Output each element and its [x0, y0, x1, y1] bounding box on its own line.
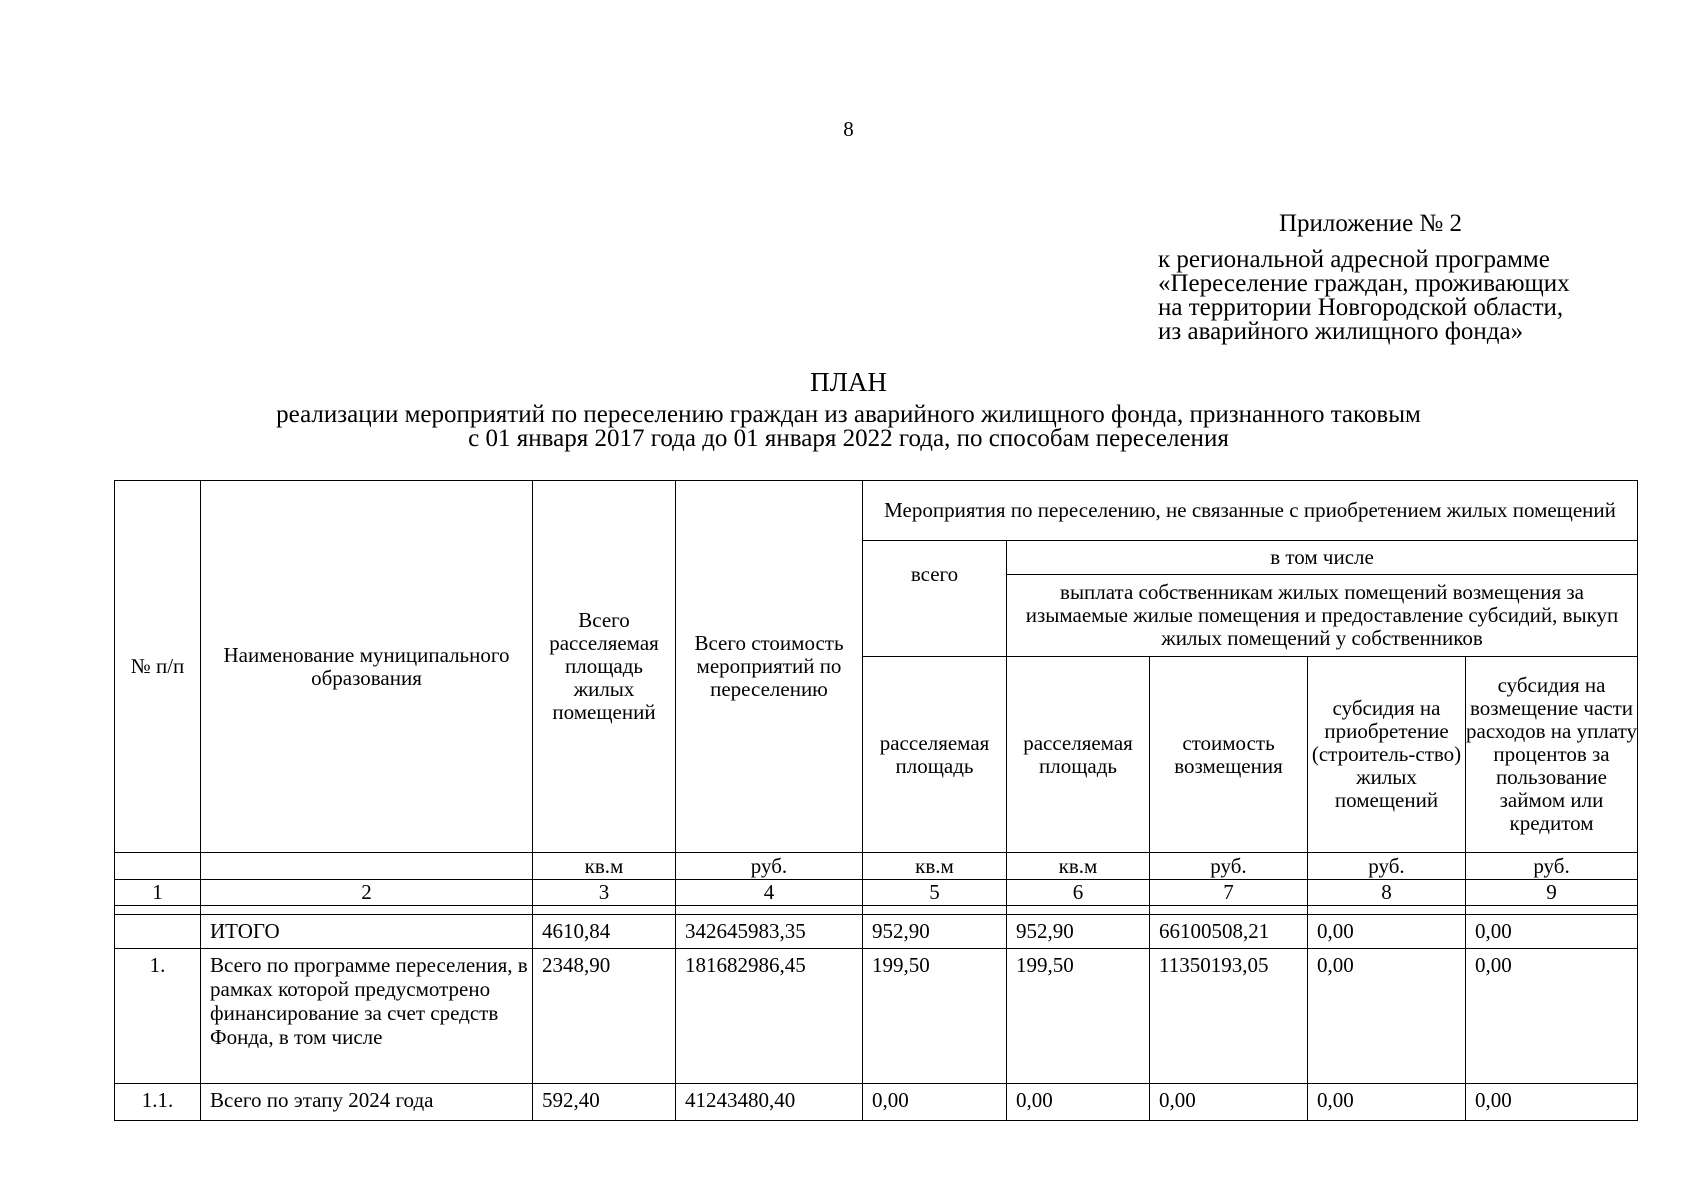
appendix-line: на территории Новгородской области,: [1158, 294, 1564, 321]
header-cost-total: Всего стоимость мероприятий по переселению: [676, 481, 863, 853]
unit-cell: руб.: [676, 853, 863, 880]
row-value: 11350193,05: [1150, 949, 1308, 1084]
header-compensation-cost: стоимость возмещения: [1150, 657, 1308, 853]
table-row: [115, 915, 1638, 949]
row-value: 4610,84: [533, 915, 676, 949]
header-including: в том числе: [1007, 541, 1638, 575]
row-num: [115, 915, 201, 949]
table-row: [115, 949, 1638, 1084]
row-value: 2348,90: [533, 949, 676, 1084]
plan-subtitle-line: с 01 января 2017 года до 01 января 2022 года, по способам переселения: [468, 425, 1229, 452]
column-number: 2: [201, 880, 533, 906]
row-value: 0,00: [1150, 1084, 1308, 1121]
appendix-line: «Переселение граждан, проживающих: [1158, 270, 1570, 297]
header-all: всего: [863, 541, 1007, 657]
column-number: 1: [115, 880, 201, 906]
unit-cell-empty: [115, 853, 201, 880]
header-payment: выплата собственникам жилых помещений возмещения за изымаемые жилые помещения и предоставление субсидий, выкуп жилых помещений у собственников: [1007, 575, 1638, 657]
row-value: 0,00: [1466, 1084, 1638, 1121]
appendix-line: к региональной адресной программе: [1158, 246, 1550, 273]
header-num: № п/п: [115, 481, 201, 853]
row-value: 41243480,40: [676, 1084, 863, 1121]
table-gap: [115, 906, 1638, 915]
row-value: 199,50: [863, 949, 1007, 1084]
unit-cell: руб.: [1308, 853, 1466, 880]
header-area-resettled: расселяемая площадь: [1007, 657, 1150, 853]
row-value: 0,00: [1308, 915, 1466, 949]
unit-cell: кв.м: [863, 853, 1007, 880]
header-group: Мероприятия по переселению, не связанные с приобретением жилых помещений: [863, 481, 1638, 541]
column-number: 9: [1466, 880, 1638, 906]
header-area-total: Всего расселяемая площадь жилых помещений: [533, 481, 676, 853]
table-row: [115, 1084, 1638, 1121]
unit-cell: руб.: [1466, 853, 1638, 880]
unit-cell: руб.: [1150, 853, 1308, 880]
row-value: 181682986,45: [676, 949, 863, 1084]
row-value: 0,00: [1308, 1084, 1466, 1121]
unit-cell-empty: [201, 853, 533, 880]
plan-table: [114, 480, 1638, 1121]
page-number: 8: [843, 117, 854, 141]
row-value: 0,00: [1007, 1084, 1150, 1121]
unit-cell: кв.м: [1007, 853, 1150, 880]
row-value: 0,00: [863, 1084, 1007, 1121]
row-value: 952,90: [863, 915, 1007, 949]
column-number: 8: [1308, 880, 1466, 906]
row-num: 1.1.: [115, 1084, 201, 1121]
row-value: 952,90: [1007, 915, 1150, 949]
row-value: 0,00: [1466, 949, 1638, 1084]
column-number: 3: [533, 880, 676, 906]
plan-subtitle: [0, 403, 1697, 451]
appendix-text: [1158, 248, 1570, 344]
row-name: Всего по программе переселения, в рамках которой предусмотрено финансирование за счет средств Фонда, в том числе: [201, 949, 533, 1084]
row-value: 199,50: [1007, 949, 1150, 1084]
column-number: 4: [676, 880, 863, 906]
row-value: 0,00: [1466, 915, 1638, 949]
appendix-title: Приложение № 2: [1279, 210, 1463, 237]
unit-cell: кв.м: [533, 853, 676, 880]
column-number: 5: [863, 880, 1007, 906]
header-subsidy-interest: субсидия на возмещение части расходов на уплату процентов за пользование займом или кредитом: [1466, 657, 1638, 853]
header-subsidy-purchase: субсидия на приобретение (строитель-ство) жилых помещений: [1308, 657, 1466, 853]
plan-subtitle-line: реализации мероприятий по переселению граждан из аварийного жилищного фонда, признанного таковым: [276, 401, 1421, 428]
column-number: 7: [1150, 880, 1308, 906]
row-value: 342645983,35: [676, 915, 863, 949]
row-value: 592,40: [533, 1084, 676, 1121]
header-area-resettled: расселяемая площадь: [863, 657, 1007, 853]
row-num: 1.: [115, 949, 201, 1084]
row-name: ИТОГО: [201, 915, 533, 949]
row-name: Всего по этапу 2024 года: [201, 1084, 533, 1121]
column-number: 6: [1007, 880, 1150, 906]
row-value: 0,00: [1308, 949, 1466, 1084]
plan-title: ПЛАН: [810, 367, 887, 397]
appendix-line: из аварийного жилищного фонда»: [1158, 318, 1524, 345]
row-value: 66100508,21: [1150, 915, 1308, 949]
header-name: Наименование муниципального образования: [201, 481, 533, 853]
